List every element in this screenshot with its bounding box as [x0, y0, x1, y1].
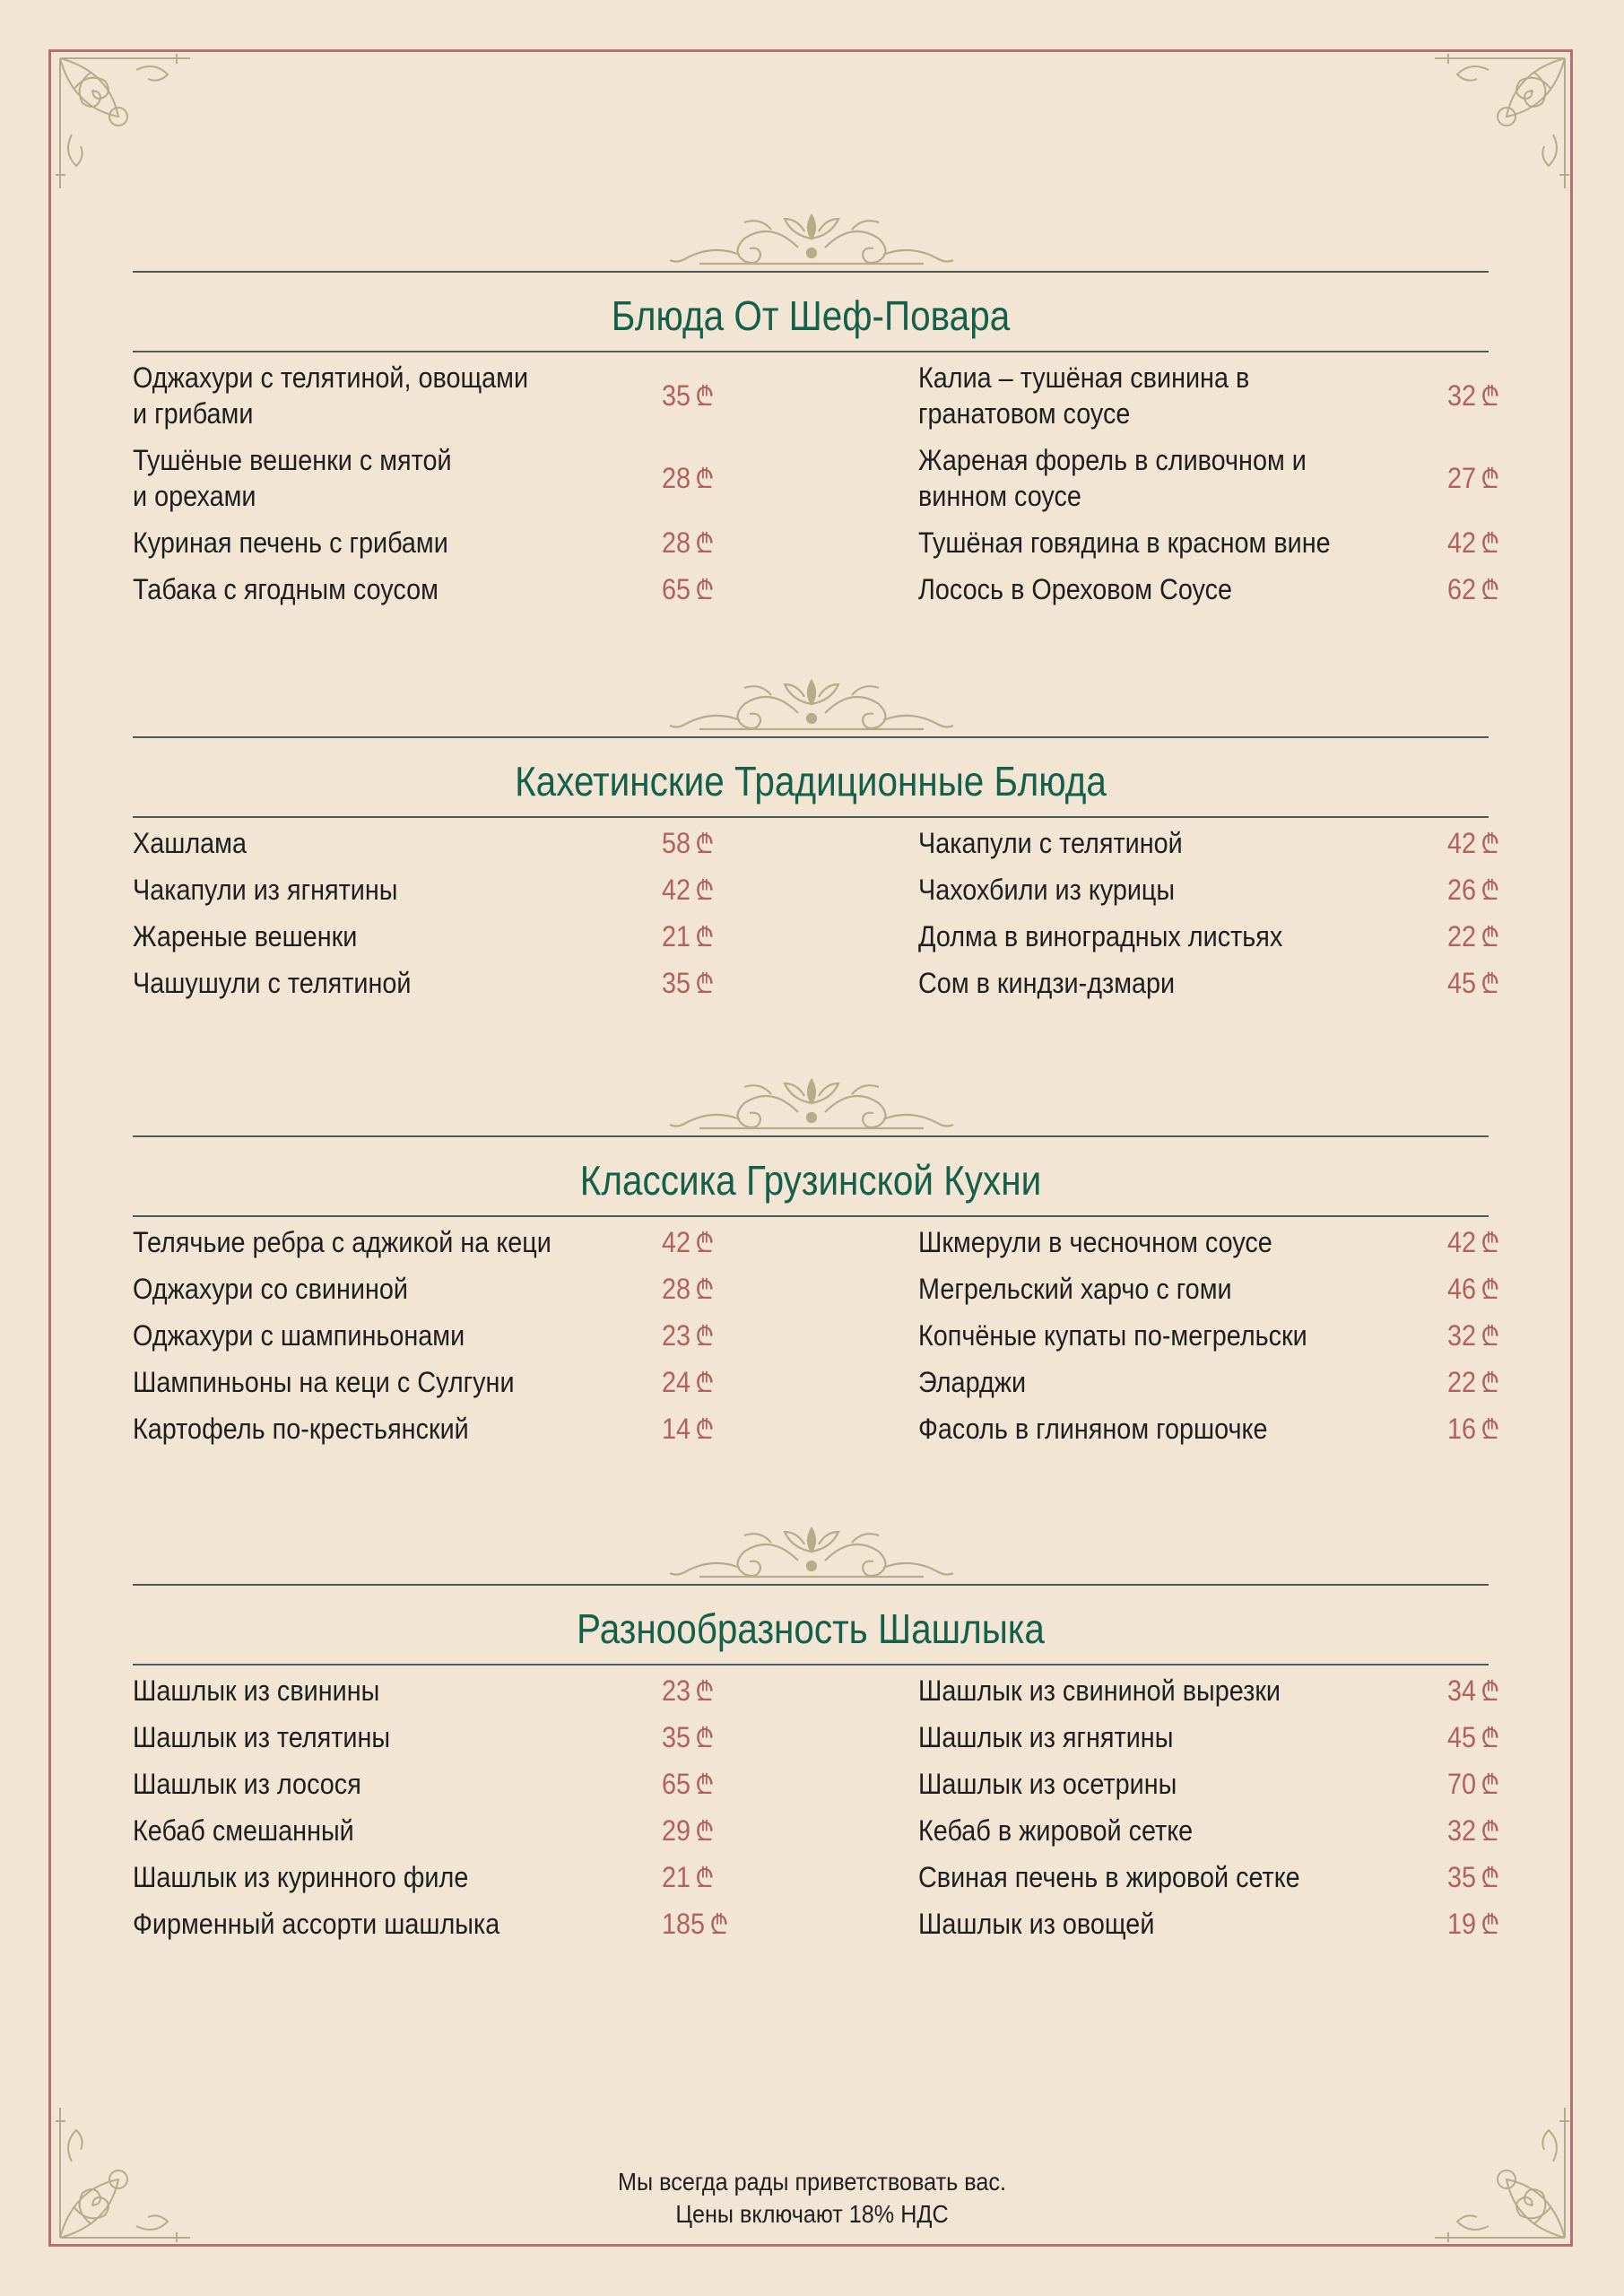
lari-currency-icon: ₾	[1481, 1369, 1500, 1398]
menu-item-name: Долма в виноградных листьях	[918, 920, 1283, 952]
menu-column-right	[918, 1224, 1537, 1457]
lari-currency-icon: ₾	[695, 1369, 715, 1398]
lari-currency-icon: ₾	[695, 876, 715, 906]
menu-item-price	[1447, 1906, 1499, 1944]
menu-item-name: Кебаб смешанный	[133, 1814, 354, 1847]
price-value: 42	[662, 874, 691, 906]
price-value: 42	[1447, 1226, 1477, 1258]
price-value: 35	[662, 379, 691, 412]
menu-item	[918, 1859, 1537, 1895]
menu-item	[918, 360, 1537, 431]
menu-item	[133, 1271, 751, 1307]
menu-item-name: Эларджи	[918, 1366, 1027, 1398]
menu-item-name: Сом в киндзи-дзмари	[918, 967, 1176, 999]
price-value: 22	[1447, 920, 1477, 952]
lari-currency-icon: ₾	[695, 529, 715, 559]
menu-item	[918, 1411, 1537, 1447]
corner-flourish-icon	[1417, 54, 1569, 206]
menu-item	[133, 1364, 751, 1400]
section-title: Блюда От Шеф-Повара	[611, 292, 1011, 339]
menu-item-name: Оджахури со свининой	[133, 1273, 408, 1305]
menu-item-price	[1447, 1859, 1499, 1897]
menu-item-price	[1447, 378, 1499, 415]
menu-item-name: Чакапули с телятиной	[918, 827, 1183, 859]
price-value: 32	[1447, 379, 1477, 412]
menu-item-price	[662, 378, 714, 415]
menu-item-price	[1447, 460, 1499, 498]
lari-currency-icon: ₾	[695, 1322, 715, 1352]
menu-item-price	[662, 1813, 714, 1850]
section-bottom-rule	[133, 816, 1489, 818]
section-title: Кахетинские Традиционные Блюда	[515, 758, 1107, 804]
price-value: 45	[1447, 1721, 1477, 1753]
menu-item	[133, 1673, 751, 1709]
menu-item-price	[1447, 1813, 1499, 1850]
menu-item-price	[662, 825, 714, 863]
menu-item	[133, 525, 751, 561]
menu-item-name: Свиная печень в жировой сетке	[918, 1861, 1300, 1893]
lari-currency-icon: ₾	[695, 830, 715, 859]
menu-item-name: Тушёные вешенки с мятой и орехами	[133, 444, 452, 512]
section-top-rule	[133, 736, 1489, 738]
menu-item	[918, 825, 1537, 861]
menu-item-price	[1447, 1364, 1499, 1402]
menu-item-name: Жареные вешенки	[133, 920, 358, 952]
price-value: 45	[1447, 967, 1477, 999]
menu-item-price	[1447, 525, 1499, 562]
menu-item	[918, 1364, 1537, 1400]
lari-currency-icon: ₾	[695, 576, 715, 605]
menu-item	[133, 571, 751, 607]
price-value: 35	[662, 967, 691, 999]
menu-item	[133, 360, 751, 431]
lari-currency-icon: ₾	[1481, 830, 1500, 859]
menu-item	[918, 1719, 1537, 1755]
menu-item	[918, 1673, 1537, 1709]
section-bottom-rule	[133, 351, 1489, 352]
price-value: 24	[662, 1366, 691, 1398]
menu-item-price	[662, 1411, 714, 1448]
menu-item	[133, 1318, 751, 1353]
menu-item	[918, 965, 1537, 1001]
lari-currency-icon: ₾	[695, 1677, 715, 1707]
menu-item	[918, 918, 1537, 954]
section-bottom-rule	[133, 1215, 1489, 1217]
menu-item	[918, 1318, 1537, 1353]
section-top-rule	[133, 271, 1489, 273]
menu-item-name: Лосось в Ореховом Соусе	[918, 573, 1233, 605]
menu-item-name: Тушёная говядина в красном вине	[918, 526, 1331, 559]
lari-currency-icon: ₾	[1481, 970, 1500, 999]
lari-currency-icon: ₾	[695, 382, 715, 412]
lari-currency-icon: ₾	[695, 970, 715, 999]
menu-item-name: Шашлык из свининой вырезки	[918, 1674, 1281, 1707]
menu-item-price	[1447, 1719, 1499, 1757]
price-value: 42	[1447, 827, 1477, 859]
menu-item	[133, 918, 751, 954]
section-title: Классика Грузинской Кухни	[579, 1157, 1042, 1204]
price-value: 32	[1447, 1814, 1477, 1847]
menu-item-price	[662, 1673, 714, 1710]
menu-item-name: Копчёные купаты по-мегрельски	[918, 1319, 1307, 1352]
menu-column-right	[918, 360, 1537, 618]
price-value: 28	[662, 462, 691, 494]
menu-item-price	[662, 872, 714, 909]
price-value: 65	[662, 1768, 691, 1800]
menu-column-left	[133, 360, 751, 618]
lari-currency-icon: ₾	[709, 1910, 729, 1940]
price-value: 65	[662, 573, 691, 605]
menu-item-price	[1447, 872, 1499, 909]
price-value: 14	[662, 1413, 691, 1445]
lari-currency-icon: ₾	[1481, 876, 1500, 906]
lari-currency-icon: ₾	[1481, 1229, 1500, 1258]
lari-currency-icon: ₾	[695, 465, 715, 494]
menu-item-name: Кебаб в жировой сетке	[918, 1814, 1194, 1847]
menu-column-left	[133, 825, 751, 1012]
menu-item-price	[662, 460, 714, 498]
price-value: 185	[662, 1908, 706, 1940]
menu-item	[133, 442, 751, 514]
menu-item-name: Табака с ягодным соусом	[133, 573, 439, 605]
section-bottom-rule	[133, 1664, 1489, 1665]
price-value: 23	[662, 1674, 691, 1707]
menu-item	[133, 1719, 751, 1755]
menu-column-left	[133, 1673, 751, 1952]
section-title: Разнообразность Шашлыка	[577, 1605, 1045, 1652]
menu-item	[133, 1411, 751, 1447]
lari-currency-icon: ₾	[1481, 1322, 1500, 1352]
menu-item	[918, 1813, 1537, 1848]
section-top-rule	[133, 1135, 1489, 1137]
menu-item	[133, 1859, 751, 1895]
menu-item-price	[1447, 965, 1499, 1003]
menu-item	[133, 1906, 751, 1942]
menu-column-left	[133, 1224, 751, 1457]
lari-currency-icon: ₾	[695, 1770, 715, 1800]
menu-item	[133, 825, 751, 861]
corner-flourish-icon	[56, 54, 208, 206]
lari-currency-icon: ₾	[1481, 1724, 1500, 1753]
lari-currency-icon: ₾	[1481, 1770, 1500, 1800]
price-value: 27	[1447, 462, 1477, 494]
divider-ornament-icon	[664, 677, 960, 736]
menu-item-price	[1447, 1318, 1499, 1355]
lari-currency-icon: ₾	[695, 923, 715, 952]
menu-item	[133, 1766, 751, 1802]
price-value: 70	[1447, 1768, 1477, 1800]
menu-item	[918, 1906, 1537, 1942]
menu-item-name: Картофель по-крестьянский	[133, 1413, 469, 1445]
price-value: 16	[1447, 1413, 1477, 1445]
menu-item-price	[662, 1271, 714, 1309]
price-value: 58	[662, 827, 691, 859]
menu-item-name: Чакапули из ягнятины	[133, 874, 398, 906]
menu-item	[133, 1813, 751, 1848]
menu-item-price	[1447, 1766, 1499, 1804]
lari-currency-icon: ₾	[1481, 1817, 1500, 1847]
menu-item-name: Чашушули с телятиной	[133, 967, 412, 999]
lari-currency-icon: ₾	[695, 1864, 715, 1893]
price-value: 28	[662, 526, 691, 559]
menu-item-name: Оджахури с телятиной, овощами и грибами	[133, 361, 529, 430]
menu-item-name: Шашлык из ягнятины	[918, 1721, 1174, 1753]
lari-currency-icon: ₾	[695, 1415, 715, 1445]
section-top-rule	[133, 1584, 1489, 1586]
menu-item-name: Шампиньоны на кеци с Сулгуни	[133, 1366, 515, 1398]
menu-item	[918, 571, 1537, 607]
price-value: 19	[1447, 1908, 1477, 1940]
price-value: 21	[662, 1861, 691, 1893]
menu-column-right	[918, 825, 1537, 1012]
menu-item-name: Куриная печень с грибами	[133, 526, 448, 559]
lari-currency-icon: ₾	[1481, 1864, 1500, 1893]
lari-currency-icon: ₾	[695, 1229, 715, 1258]
menu-item-name: Оджахури с шампиньонами	[133, 1319, 465, 1352]
menu-item-name: Шкмерули в чесночном соусе	[918, 1226, 1272, 1258]
menu-item-price	[1447, 1224, 1499, 1262]
menu-item-price	[662, 918, 714, 956]
price-value: 62	[1447, 573, 1477, 605]
menu-item-name: Хашлама	[133, 827, 247, 859]
footer-vat-note: Цены включают 18% НДС	[675, 2200, 949, 2228]
lari-currency-icon: ₾	[1481, 465, 1500, 494]
menu-item	[918, 442, 1537, 514]
menu-item-price	[662, 965, 714, 1003]
menu-item-price	[662, 1766, 714, 1804]
menu-item-name: Шашлык из свинины	[133, 1674, 380, 1707]
menu-item-name: Шашлык из телятины	[133, 1721, 391, 1753]
lari-currency-icon: ₾	[1481, 1415, 1500, 1445]
menu-item	[133, 1224, 751, 1260]
menu-item-price	[662, 1859, 714, 1897]
menu-item	[918, 872, 1537, 908]
price-value: 34	[1447, 1674, 1477, 1707]
menu-item-name: Фасоль в глиняном горшочке	[918, 1413, 1268, 1445]
lari-currency-icon: ₾	[1481, 382, 1500, 412]
menu-item-price	[662, 1906, 728, 1944]
menu-item	[133, 965, 751, 1001]
menu-item-price	[662, 1719, 714, 1757]
divider-ornament-icon	[664, 1525, 960, 1584]
price-value: 28	[662, 1273, 691, 1305]
lari-currency-icon: ₾	[1481, 1910, 1500, 1940]
menu-item-price	[1447, 1271, 1499, 1309]
menu-item-name: Фирменный ассорти шашлыка	[133, 1908, 500, 1940]
menu-item	[918, 1224, 1537, 1260]
price-value: 35	[1447, 1861, 1477, 1893]
price-value: 22	[1447, 1366, 1477, 1398]
price-value: 32	[1447, 1319, 1477, 1352]
menu-item-price	[662, 571, 714, 609]
menu-item-price	[1447, 571, 1499, 609]
lari-currency-icon: ₾	[695, 1724, 715, 1753]
lari-currency-icon: ₾	[1481, 1275, 1500, 1305]
lari-currency-icon: ₾	[695, 1275, 715, 1305]
lari-currency-icon: ₾	[1481, 1677, 1500, 1707]
price-value: 29	[662, 1814, 691, 1847]
menu-item-name: Чахохбили из курицы	[918, 874, 1176, 906]
lari-currency-icon: ₾	[1481, 923, 1500, 952]
menu-item-price	[1447, 1673, 1499, 1710]
menu-item-name: Шашлык из лосося	[133, 1768, 361, 1800]
price-value: 42	[1447, 526, 1477, 559]
lari-currency-icon: ₾	[695, 1817, 715, 1847]
menu-item-price	[662, 1224, 714, 1262]
menu-item-name: Шашлык из осетрины	[918, 1768, 1177, 1800]
menu-item	[918, 525, 1537, 561]
menu-item-name: Мегрельский харчо с гоми	[918, 1273, 1232, 1305]
menu-item-name: Шашлык из куринного филе	[133, 1861, 469, 1893]
menu-item-name: Калиа – тушёная свинина в гранатовом соусе	[918, 361, 1250, 430]
menu-item-price	[662, 525, 714, 562]
menu-item-price	[1447, 1411, 1499, 1448]
menu-item-name: Жареная форель в сливочном и винном соусе	[918, 444, 1307, 512]
price-value: 21	[662, 920, 691, 952]
menu-item-price	[1447, 918, 1499, 956]
price-value: 42	[662, 1226, 691, 1258]
price-value: 35	[662, 1721, 691, 1753]
price-value: 23	[662, 1319, 691, 1352]
menu-item	[133, 872, 751, 908]
menu-item-name: Телячьие ребра с аджикой на кеци	[133, 1226, 551, 1258]
footer-note	[0, 2166, 1624, 2231]
price-value: 46	[1447, 1273, 1477, 1305]
menu-item-price	[662, 1364, 714, 1402]
lari-currency-icon: ₾	[1481, 529, 1500, 559]
menu-item	[918, 1766, 1537, 1802]
menu-item-price	[662, 1318, 714, 1355]
menu-item-name: Шашлык из овощей	[918, 1908, 1155, 1940]
menu-column-right	[918, 1673, 1537, 1952]
footer-greeting: Мы всегда рады приветствовать вас.	[618, 2168, 1006, 2196]
lari-currency-icon: ₾	[1481, 576, 1500, 605]
divider-ornament-icon	[664, 1076, 960, 1135]
price-value: 26	[1447, 874, 1477, 906]
menu-item-price	[1447, 825, 1499, 863]
menu-item	[918, 1271, 1537, 1307]
divider-ornament-icon	[664, 212, 960, 271]
